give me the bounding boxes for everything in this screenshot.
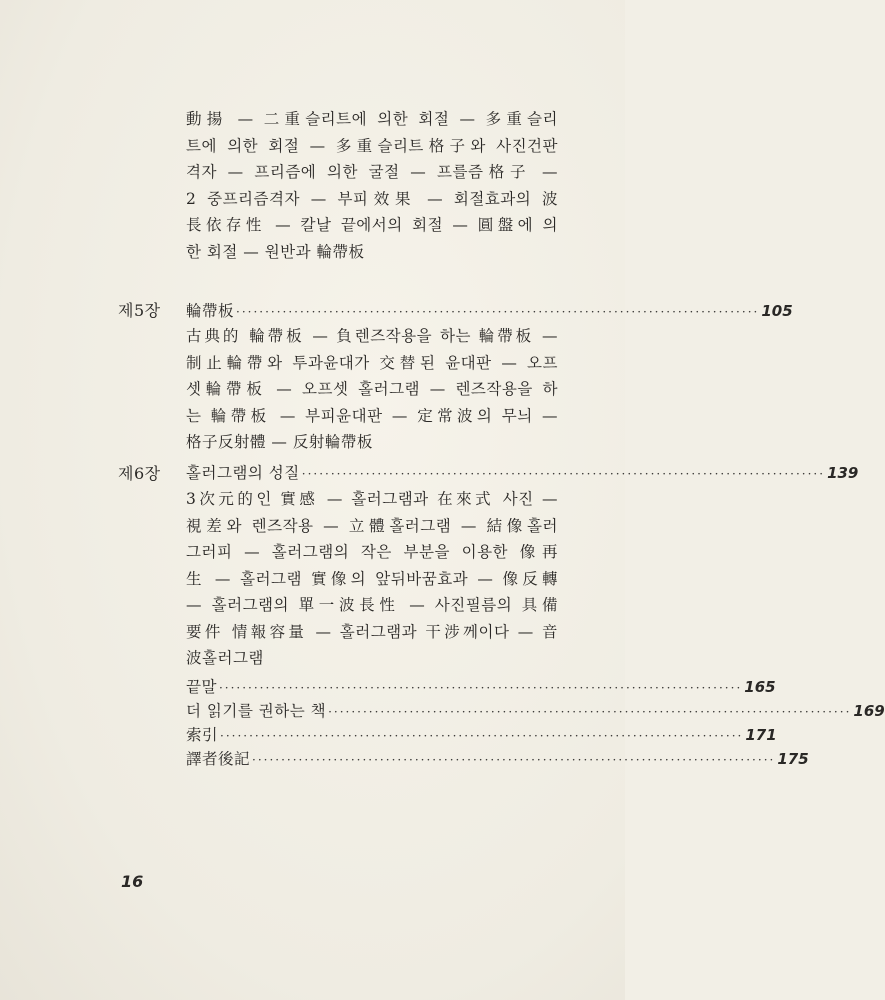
desc-line: 動揚 — 二重슬리트에 의한 회절 — 多重슬리: [186, 110, 558, 128]
chapter4-description: [186, 106, 558, 265]
chapter5-page: 105: [761, 302, 793, 320]
chapter6-label: 제6장: [118, 464, 161, 483]
desc-line: 古典的 輪帶板 — 負렌즈작용을 하는 輪帶板 —: [186, 327, 558, 345]
desc-line: 한 회절 — 원반과 輪帶板: [186, 242, 365, 261]
entry-page: 171: [745, 726, 777, 744]
desc-line: 그러피 — 홀러그램의 작은 부분을 이용한 像再: [186, 543, 558, 561]
entry-page: 169: [853, 702, 885, 720]
desc-line: 3次元的인 實感 — 홀러그램과 在來式 사진 —: [186, 490, 558, 508]
desc-line: 2 중프리즘격자 — 부피效果 — 회절효과의 波: [186, 189, 558, 208]
desc-line: 長依存性 — 칼날 끝에서의 회절 — 圓盤에 의: [186, 216, 558, 234]
chapter5-label: 제5장: [118, 301, 161, 320]
chapter6-page: 139: [827, 464, 859, 482]
leader-dots: ··························································································: [252, 753, 776, 767]
back-matter-entry-epilogue[interactable]: [186, 675, 776, 699]
leader-dots: ··························································································: [236, 305, 760, 319]
entry-title: 索引: [186, 726, 219, 744]
leader-dots: ··························································································: [301, 467, 826, 481]
chapter6-description: [186, 486, 558, 672]
desc-line: 視差와 렌즈작용 — 立體홀러그램 — 結像홀러: [186, 516, 558, 535]
back-matter-entry-further-reading[interactable]: [186, 699, 885, 723]
chapter5-toc-entry[interactable]: [186, 299, 793, 323]
desc-line: 波홀러그램: [186, 649, 264, 667]
leader-dots: ··························································································: [218, 681, 743, 695]
entry-title: 끝말: [186, 678, 217, 696]
chapter6-toc-entry[interactable]: [186, 461, 859, 485]
desc-line: 셋輪帶板 — 오프셋 홀러그램 — 렌즈작용을 하: [186, 380, 558, 398]
leader-dots: ··························································································: [328, 705, 852, 719]
entry-title: 더 읽기를 권하는 책: [186, 702, 327, 720]
leader-dots: ··························································································: [220, 729, 744, 743]
entry-page: 165: [744, 678, 776, 696]
chapter6-title: 홀러그램의 성질: [186, 464, 300, 482]
page-number: 16: [121, 872, 144, 891]
back-matter-entry-index[interactable]: [186, 723, 777, 747]
desc-line: 制止輪帶와 투과윤대가 交替된 윤대판 — 오프: [186, 353, 558, 372]
back-matter-entry-translator-afterword[interactable]: [186, 747, 809, 771]
desc-line: 格子反射體 — 反射輪帶板: [186, 433, 373, 451]
desc-line: 要件 情報容量 — 홀러그램과 干涉께이다 — 音: [186, 622, 558, 641]
chapter5-description: [186, 323, 558, 456]
entry-page: 175: [777, 750, 809, 768]
entry-title: 譯者後記: [186, 750, 251, 768]
desc-line: 트에 의한 회절 — 多重슬리트格子와 사진건판: [186, 136, 558, 155]
desc-line: — 홀러그램의 單一波長性 — 사진필름의 具備: [186, 596, 558, 614]
chapter5-title: 輪帶板: [186, 302, 235, 320]
desc-line: 生 — 홀러그램 實像의 앞뒤바꿈효과 — 像反轉: [186, 569, 558, 588]
desc-line: 는 輪帶板 — 부피윤대판 — 定常波의 무늬 —: [186, 406, 558, 425]
desc-line: 격자 — 프리즘에 의한 굴절 — 프를즘格子 —: [186, 163, 558, 181]
